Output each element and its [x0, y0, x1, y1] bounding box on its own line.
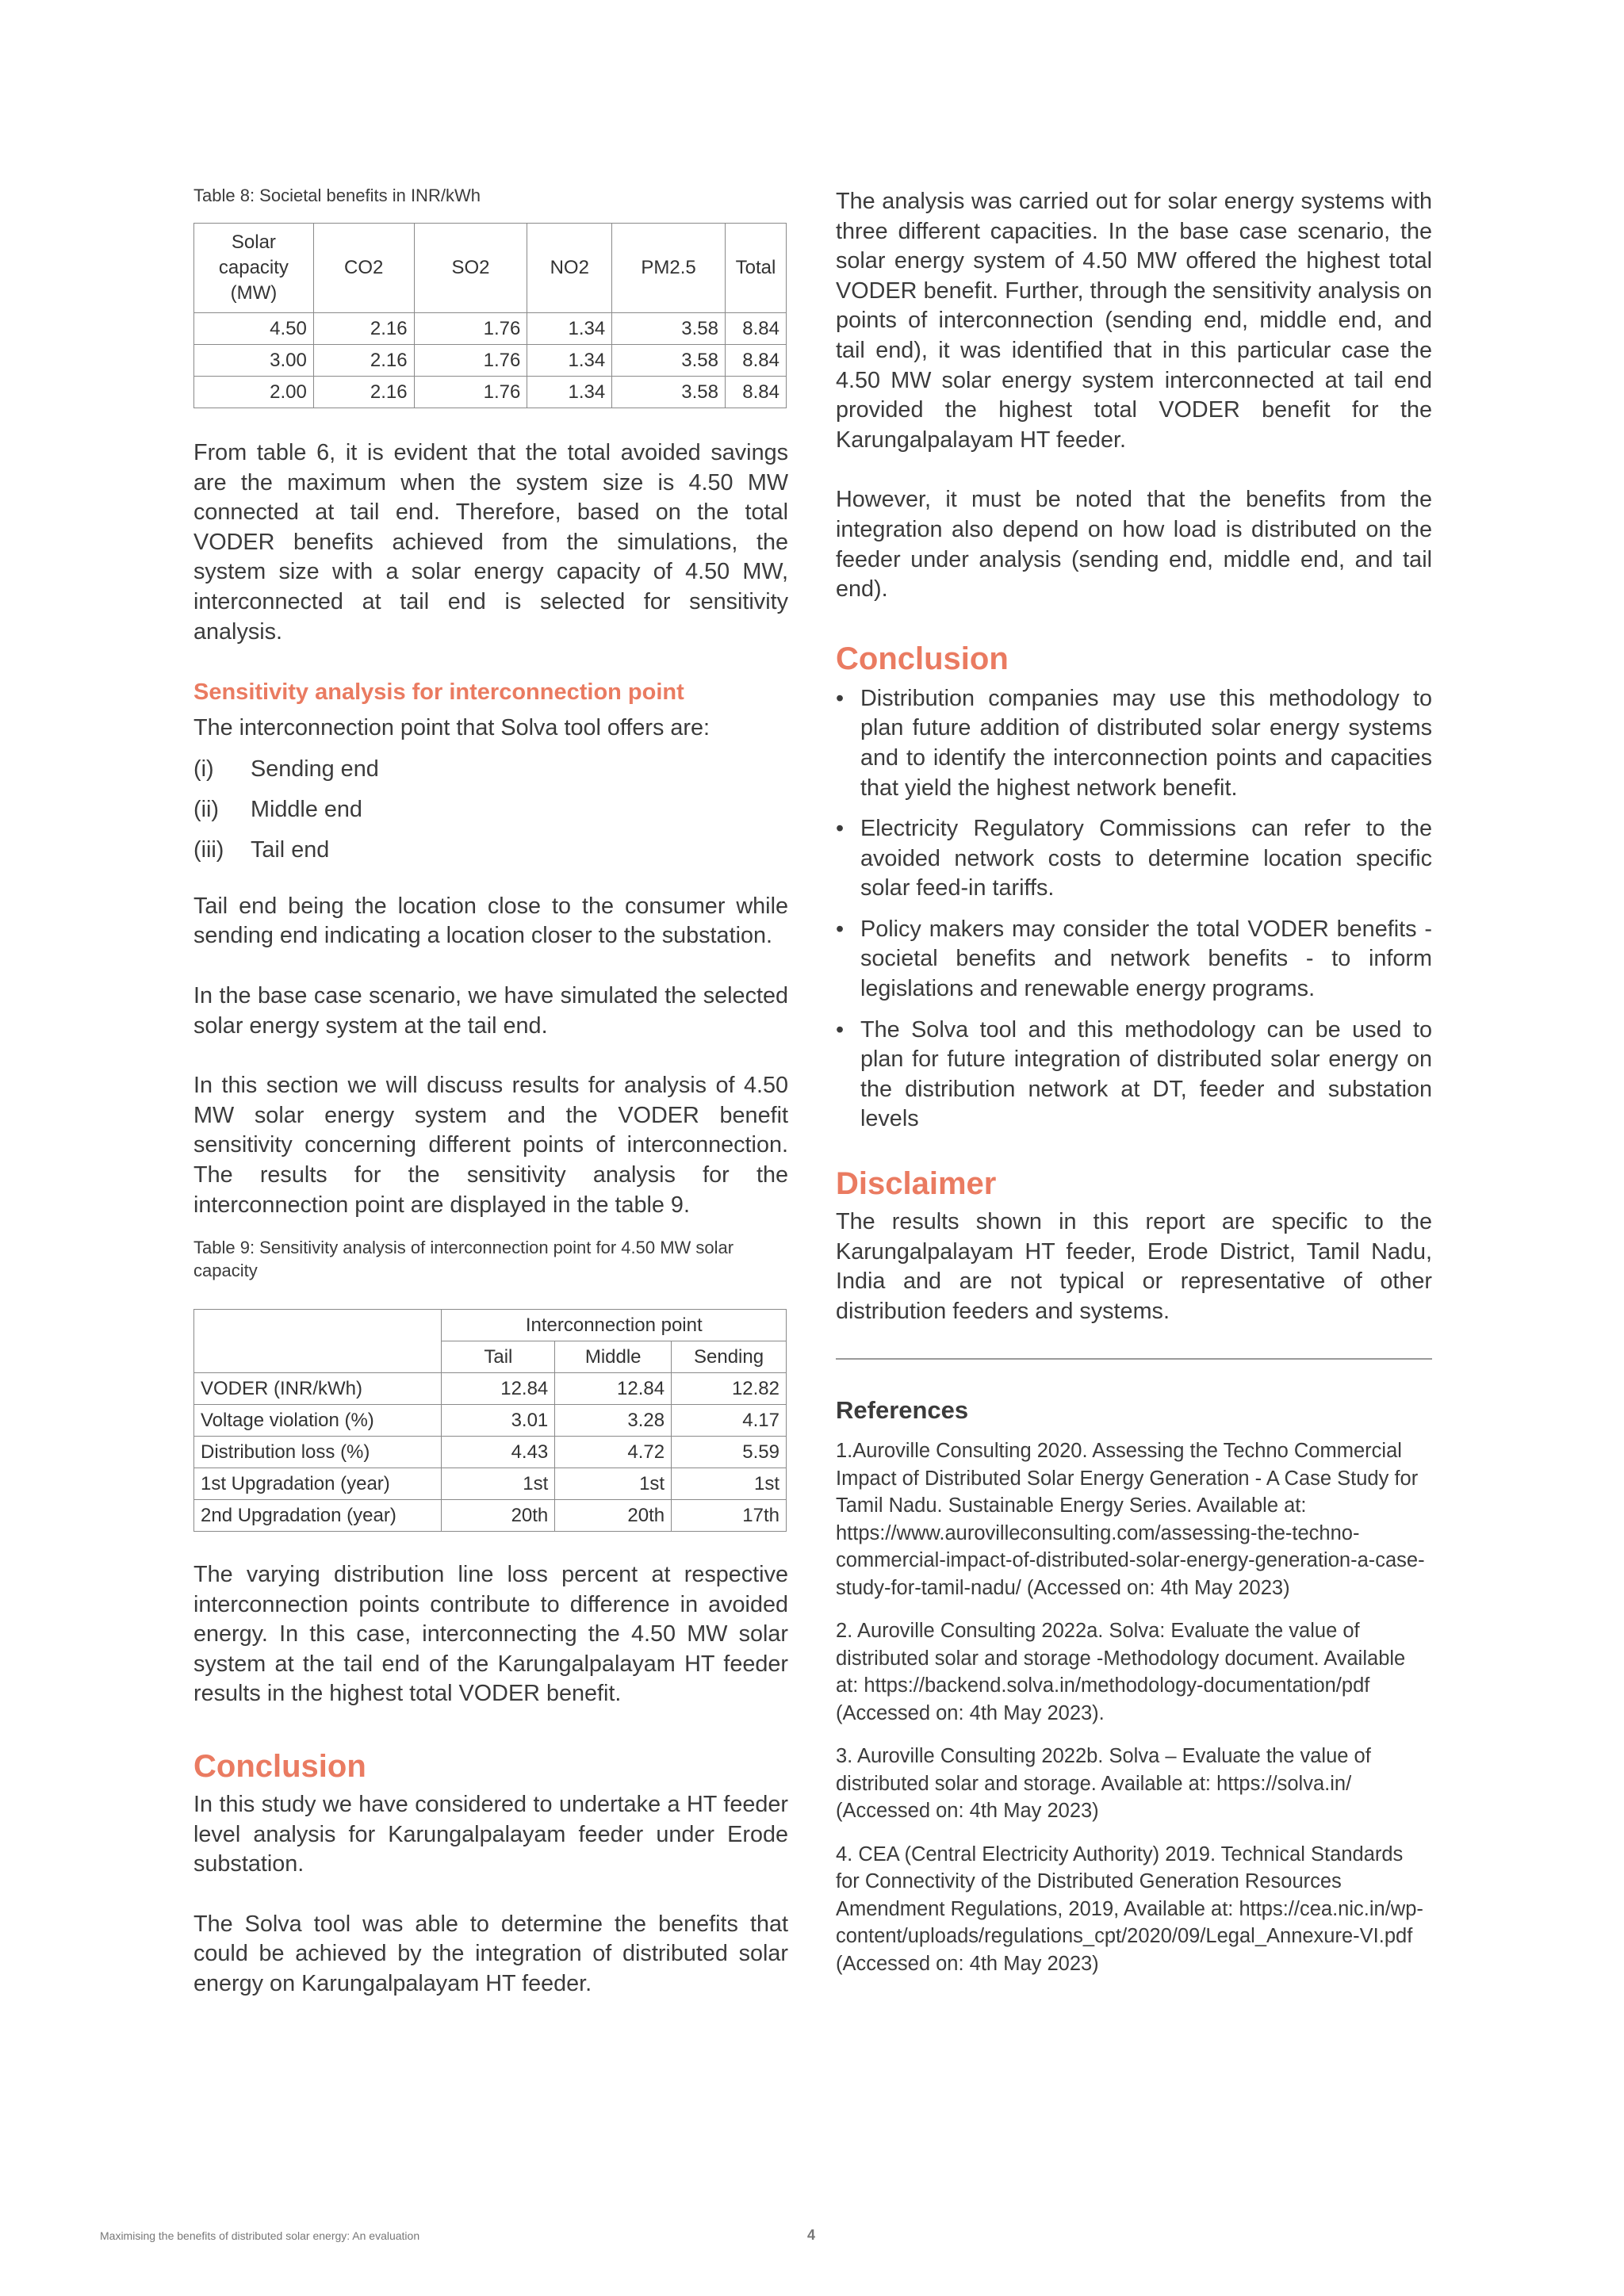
table-cell: 3.00	[194, 345, 314, 377]
bullet-icon: •	[836, 1016, 845, 1043]
conclusion-bullet-list	[836, 684, 1432, 1135]
list-number: (iii)	[193, 836, 224, 863]
list-text: Middle end	[251, 796, 362, 822]
list-item	[193, 795, 788, 836]
table8	[193, 223, 787, 408]
paragraph: From table 6, it is evident that the total avoided savings are the maximum when the system size is 4.50 MW connected at tail end. Therefore, based on the total VODER benefits achieved from the simulations, the system size with a solar energy capacity of 4.50 MW, interconnected at tail end is selected for sensitivity analysis.	[193, 440, 788, 645]
table-row	[194, 1468, 787, 1500]
table-cell: 1st	[672, 1468, 787, 1500]
table9	[193, 1309, 787, 1532]
table9-corner-cell	[194, 1310, 442, 1373]
table9-group-header: Interconnection point	[442, 1310, 787, 1341]
table9-header: Tail	[442, 1341, 555, 1373]
interconnection-options-list	[193, 755, 788, 876]
table-row	[194, 1500, 787, 1532]
table-cell: 17th	[672, 1500, 787, 1532]
table-cell: 20th	[555, 1500, 672, 1532]
row-label: Voltage violation (%)	[194, 1405, 442, 1437]
table-cell: 3.58	[612, 345, 726, 377]
reference-item: 2. Auroville Consulting 2022a. Solva: Evaluate the value of distributed solar and storage -Methodology document. Available at: https://backend.solva.in/methodology-documentation/pdf (Accessed on: 4th May 2023).	[836, 1620, 1406, 1724]
table8-header-row	[194, 224, 787, 313]
table-cell: 12.84	[442, 1373, 555, 1405]
table-cell: 1st	[442, 1468, 555, 1500]
table8-header: CO2	[313, 224, 414, 313]
list-item	[193, 755, 788, 795]
table-cell: 8.84	[725, 377, 786, 408]
bullet-text: The Solva tool and this methodology can be used to plan for future integration of distributed solar energy on the distribution network at DT, feeder and substation levels	[860, 1016, 1432, 1132]
paragraph: The varying distribution line loss percent at respective interconnection points contribute to difference in avoided energy. In this case, interconnecting the 4.50 MW solar system at the tail end of the Karungalpalayam HT feeder results in the highest total VODER benefit.	[193, 1562, 788, 1707]
paragraph: The analysis was carried out for solar energy systems with three different capacities. In the base case scenario, the solar energy system of 4.50 MW offered the highest total VODER benefit. Further, through the sensitivity analysis on points of interconnection (sending end, middle end, and tail end), it was identified that in this particular case the 4.50 MW solar energy system interconnected at tail end provided the highest total VODER benefit for the Karungalpalayam HT feeder.	[836, 189, 1432, 453]
reference-item: 3. Auroville Consulting 2022b. Solva – Evaluate the value of distributed solar and storage. Available at: https://solva.in/ (Accessed on: 4th May 2023)	[836, 1745, 1371, 1823]
table-cell: 2.16	[313, 345, 414, 377]
list-item	[836, 915, 1432, 1004]
table-cell: 5.59	[672, 1437, 787, 1468]
reference-item: 1.Auroville Consulting 2020. Assessing the Techno Commercial Impact of Distributed Solar Energy Generation - A Case Study for Tamil Nadu. Sustainable Energy Series. Available at: https://www.aurovilleconsulting.com/assessing-the-techno-commercial-impact-of-distributed-solar-energy-generation-a-case-study-for-tamil-nadu/ (Accessed on: 4th May 2023)	[836, 1440, 1425, 1599]
table8-caption: Table 8: Societal benefits in INR/kWh	[193, 186, 481, 205]
table-cell: 4.50	[194, 313, 314, 345]
table-cell: 4.43	[442, 1437, 555, 1468]
list-number: (ii)	[193, 796, 219, 822]
table-cell: 20th	[442, 1500, 555, 1532]
paragraph: In this study we have considered to undertake a HT feeder level analysis for Karungalpalayam feeder under Erode substation.	[193, 1792, 788, 1877]
list-text: Sending end	[251, 756, 379, 782]
table-cell: 1.34	[527, 313, 612, 345]
table8-header: Total	[725, 224, 786, 313]
table-cell: 2.16	[313, 313, 414, 345]
table8-header: PM2.5	[612, 224, 726, 313]
table8-header: Solar capacity (MW)	[194, 224, 314, 313]
references-list	[836, 1437, 1432, 1977]
divider	[836, 1358, 1432, 1360]
disclaimer-text: The results shown in this report are specific to the Karungalpalayam HT feeder, Erode District, Tamil Nadu, India and are not typical or representative of other distribution feeders and systems.	[836, 1209, 1432, 1324]
bullet-text: Policy makers may consider the total VODER benefits - societal benefits and network benefits - to inform legislations and renewable energy programs.	[860, 916, 1432, 1002]
table-cell: 1.34	[527, 345, 612, 377]
list-item	[836, 814, 1432, 904]
table-cell: 1.76	[414, 377, 527, 408]
table-cell: 2.00	[194, 377, 314, 408]
paragraph: In the base case scenario, we have simulated the selected solar energy system at the tail end.	[193, 982, 788, 1039]
table-cell: 4.72	[555, 1437, 672, 1468]
right-column	[836, 187, 1432, 1993]
table-cell: 1st	[555, 1468, 672, 1500]
table-cell: 12.82	[672, 1373, 787, 1405]
list-item	[836, 684, 1432, 803]
table-cell: 3.01	[442, 1405, 555, 1437]
table-row	[194, 1405, 787, 1437]
table-cell: 1.34	[527, 377, 612, 408]
paragraph: The interconnection point that Solva tool offers are:	[193, 715, 710, 741]
table-cell: 3.28	[555, 1405, 672, 1437]
footer-title: Maximising the benefits of distributed solar energy: An evaluation	[100, 2229, 420, 2242]
table-row	[194, 1437, 787, 1468]
paragraph: Tail end being the location close to the consumer while sending end indicating a location closer to the substation.	[193, 893, 788, 949]
table9-header: Middle	[555, 1341, 672, 1373]
row-label: 2nd Upgradation (year)	[194, 1500, 442, 1532]
table-cell: 2.16	[313, 377, 414, 408]
table-cell: 8.84	[725, 345, 786, 377]
table-cell: 1.76	[414, 313, 527, 345]
page-number: 4	[807, 2227, 816, 2243]
list-item	[836, 1016, 1432, 1135]
section-heading-conclusion: Conclusion	[193, 1749, 366, 1785]
section-heading-sensitivity: Sensitivity analysis for interconnection point	[193, 679, 684, 706]
bullet-text: Distribution companies may use this methodology to plan future addition of distributed solar energy systems and to identify the interconnection points and capacities that yield the highest network benefit.	[860, 685, 1432, 801]
table-row	[194, 1373, 787, 1405]
table9-group-header-row	[194, 1310, 787, 1341]
references-heading: References	[836, 1396, 969, 1425]
section-heading-disclaimer: Disclaimer	[836, 1166, 997, 1202]
table-cell: 8.84	[725, 313, 786, 345]
bullet-icon: •	[836, 816, 845, 842]
reference-item: 4. CEA (Central Electricity Authority) 2019. Technical Standards for Connectivity of the Distributed Generation Resources Amendment Regulations, 2019, Available at: https://cea.nic.in/wp-content/uploads/regulations_cpt/2020/09/Legal_Annexure-VI.pdf (Accessed on: 4th May 2023)	[836, 1843, 1423, 1975]
list-item	[193, 836, 788, 876]
bullet-text: Electricity Regulatory Commissions can refer to the avoided network costs to determine location specific solar feed-in tariffs.	[860, 816, 1432, 901]
bullet-icon: •	[836, 685, 845, 711]
table9-caption: Table 9: Sensitivity analysis of interconnection point for 4.50 MW solar capacity	[193, 1238, 734, 1281]
bullet-icon: •	[836, 916, 845, 942]
table-cell: 1.76	[414, 345, 527, 377]
paragraph: The Solva tool was able to determine the benefits that could be achieved by the integration of distributed solar energy on Karungalpalayam HT feeder.	[193, 1911, 788, 1997]
list-text: Tail end	[251, 836, 330, 863]
row-label: VODER (INR/kWh)	[194, 1373, 442, 1405]
table9-header: Sending	[672, 1341, 787, 1373]
table-cell: 3.58	[612, 377, 726, 408]
list-number: (i)	[193, 756, 214, 782]
table-cell: 12.84	[555, 1373, 672, 1405]
table8-header: SO2	[414, 224, 527, 313]
table8-header: NO2	[527, 224, 612, 313]
paragraph: However, it must be noted that the benefits from the integration also depend on how load is distributed on the feeder under analysis (sending end, middle end, and tail end).	[836, 487, 1432, 603]
row-label: 1st Upgradation (year)	[194, 1468, 442, 1500]
table-row	[194, 377, 787, 408]
table-row	[194, 313, 787, 345]
table-cell: 4.17	[672, 1405, 787, 1437]
row-label: Distribution loss (%)	[194, 1437, 442, 1468]
paragraph: In this section we will discuss results for analysis of 4.50 MW solar energy system and the VODER benefit sensitivity concerning different points of interconnection. The results for the sensitivity analysis for the interconnection point are displayed in the table 9.	[193, 1073, 788, 1218]
left-column	[193, 184, 788, 1999]
table-row	[194, 345, 787, 377]
section-heading-conclusion: Conclusion	[836, 641, 1009, 676]
table-cell: 3.58	[612, 313, 726, 345]
